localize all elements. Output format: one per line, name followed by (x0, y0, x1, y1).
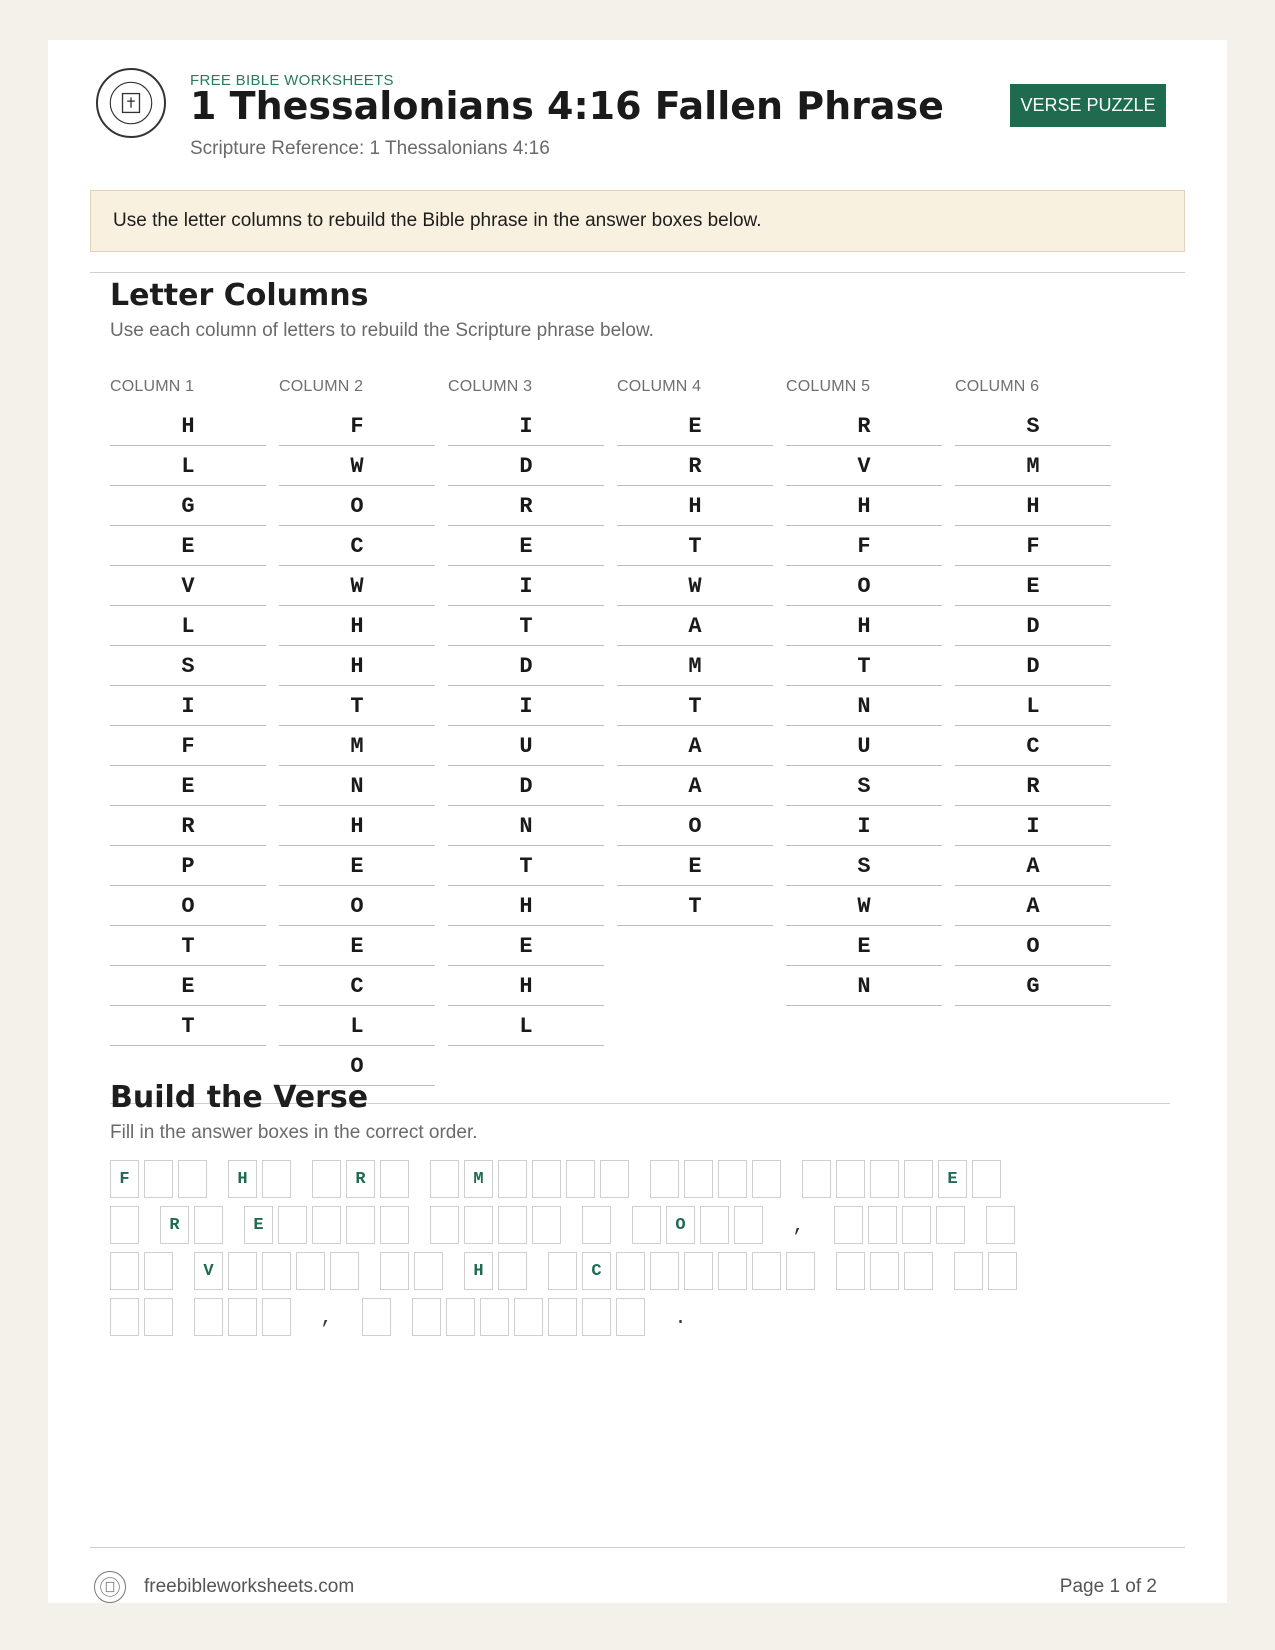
letter-cell: W (279, 446, 435, 486)
answer-box[interactable] (346, 1206, 375, 1244)
letter-cell: T (786, 646, 942, 686)
answer-box[interactable] (904, 1252, 933, 1290)
answer-box[interactable] (868, 1206, 897, 1244)
letter-cell: H (448, 966, 604, 1006)
worksheet-page (48, 40, 1227, 1603)
letter-cell: F (955, 526, 1111, 566)
answer-box[interactable] (430, 1160, 459, 1198)
letter-column (110, 378, 266, 1046)
answer-box[interactable] (904, 1160, 933, 1198)
letter-columns-title: Letter Columns (110, 278, 369, 313)
answer-box[interactable] (532, 1160, 561, 1198)
letter-cell: E (955, 566, 1111, 606)
letter-cell: H (279, 646, 435, 686)
letter-cell: R (448, 486, 604, 526)
answer-punctuation: . (674, 1307, 687, 1330)
column-label: COLUMN 4 (617, 378, 702, 395)
answer-box[interactable] (752, 1252, 781, 1290)
letter-cell: E (448, 526, 604, 566)
answer-box[interactable]: H (228, 1160, 257, 1198)
letter-cell: S (955, 406, 1111, 446)
letter-cell: L (110, 606, 266, 646)
letter-cell: T (617, 886, 773, 926)
answer-box[interactable] (380, 1160, 409, 1198)
answer-box[interactable]: V (194, 1252, 223, 1290)
letter-cell: G (955, 966, 1111, 1006)
answer-box[interactable] (514, 1298, 543, 1336)
answer-box[interactable] (986, 1206, 1015, 1244)
letter-columns-subtitle: Use each column of letters to rebuild the Scripture phrase below. (110, 320, 654, 341)
answer-box[interactable] (650, 1160, 679, 1198)
letter-cell: S (786, 766, 942, 806)
answer-box[interactable] (870, 1252, 899, 1290)
answer-box[interactable] (144, 1298, 173, 1336)
letter-cell: I (955, 806, 1111, 846)
letter-cell: E (110, 526, 266, 566)
answer-box[interactable]: O (666, 1206, 695, 1244)
letter-cell: D (448, 766, 604, 806)
answer-box[interactable] (262, 1252, 291, 1290)
letter-cell: T (617, 686, 773, 726)
answer-box[interactable] (902, 1206, 931, 1244)
letter-cell: A (955, 846, 1111, 886)
letter-cell: T (279, 686, 435, 726)
answer-box[interactable] (582, 1298, 611, 1336)
letter-cell: I (448, 406, 604, 446)
footer-site-url[interactable]: freebibleworksheets.com (144, 1576, 355, 1597)
answer-box[interactable] (228, 1252, 257, 1290)
letter-cell: W (279, 566, 435, 606)
instructions-box: Use the letter columns to rebuild the Bible phrase in the answer boxes below. (90, 190, 1185, 252)
answer-box[interactable] (296, 1252, 325, 1290)
answer-box[interactable] (110, 1252, 139, 1290)
letter-cell: U (786, 726, 942, 766)
answer-box[interactable] (734, 1206, 763, 1244)
answer-box[interactable] (802, 1160, 831, 1198)
letter-cell: M (955, 446, 1111, 486)
answer-box[interactable] (312, 1206, 341, 1244)
letter-cell: N (786, 686, 942, 726)
answer-punctuation: , (320, 1307, 333, 1330)
letter-cell: L (279, 1006, 435, 1046)
answer-box[interactable] (412, 1298, 441, 1336)
section-divider (90, 272, 1185, 273)
letter-cell: L (448, 1006, 604, 1046)
column-label: COLUMN 6 (955, 378, 1040, 395)
letter-cell: T (448, 606, 604, 646)
answer-box[interactable] (194, 1298, 223, 1336)
letter-cell: C (955, 726, 1111, 766)
letter-cell: I (786, 806, 942, 846)
answer-box[interactable] (330, 1252, 359, 1290)
letter-cell: A (617, 766, 773, 806)
answer-box[interactable] (870, 1160, 899, 1198)
verse-puzzle-badge: VERSE PUZZLE (1010, 84, 1166, 127)
answer-box[interactable] (786, 1252, 815, 1290)
letter-cell: O (279, 1046, 435, 1086)
letter-cell: E (110, 766, 266, 806)
letter-column (786, 378, 942, 1006)
answer-box[interactable]: M (464, 1160, 493, 1198)
letter-column (448, 378, 604, 1046)
letter-cell: T (110, 1006, 266, 1046)
letter-cell: W (617, 566, 773, 606)
letter-cell: E (279, 926, 435, 966)
letter-cell: S (110, 646, 266, 686)
letter-cell: O (617, 806, 773, 846)
answer-box[interactable] (632, 1206, 661, 1244)
answer-box[interactable] (700, 1206, 729, 1244)
answer-box[interactable]: F (110, 1160, 139, 1198)
answer-box[interactable] (144, 1252, 173, 1290)
letter-cell: E (110, 966, 266, 1006)
answer-box[interactable] (446, 1298, 475, 1336)
letter-cell: D (955, 606, 1111, 646)
letter-cell: O (786, 566, 942, 606)
answer-box[interactable] (498, 1252, 527, 1290)
answer-box[interactable] (582, 1206, 611, 1244)
letter-cell: G (110, 486, 266, 526)
letter-cell: U (448, 726, 604, 766)
answer-box[interactable] (380, 1206, 409, 1244)
answer-box[interactable] (464, 1206, 493, 1244)
letter-cell: H (955, 486, 1111, 526)
answer-box[interactable] (194, 1206, 223, 1244)
letter-cell: E (279, 846, 435, 886)
answer-box[interactable] (836, 1252, 865, 1290)
letter-cell: R (617, 446, 773, 486)
letter-cell: A (617, 606, 773, 646)
brand-label: FREE BIBLE WORKSHEETS (190, 72, 394, 89)
letter-cell: T (448, 846, 604, 886)
letter-cell: E (617, 406, 773, 446)
answer-box[interactable] (430, 1206, 459, 1244)
build-verse-subtitle: Fill in the answer boxes in the correct order. (110, 1122, 478, 1143)
letter-cell: N (448, 806, 604, 846)
answer-box[interactable] (498, 1206, 527, 1244)
answer-box[interactable] (532, 1206, 561, 1244)
letter-cell: S (786, 846, 942, 886)
answer-box[interactable] (110, 1206, 139, 1244)
answer-box[interactable] (228, 1298, 257, 1336)
answer-box[interactable] (278, 1206, 307, 1244)
letter-cell: E (617, 846, 773, 886)
letter-cell: M (279, 726, 435, 766)
answer-box[interactable] (480, 1298, 509, 1336)
column-label: COLUMN 1 (110, 378, 195, 395)
letter-cell: I (110, 686, 266, 726)
letter-cell: N (279, 766, 435, 806)
letter-cell: I (448, 566, 604, 606)
letter-cell: P (110, 846, 266, 886)
answer-box[interactable] (498, 1160, 527, 1198)
letter-cell: D (448, 646, 604, 686)
answer-box[interactable] (362, 1298, 391, 1336)
letter-cell: T (110, 926, 266, 966)
letter-cell: V (110, 566, 266, 606)
answer-box[interactable] (650, 1252, 679, 1290)
column-label: COLUMN 2 (279, 378, 364, 395)
answer-box[interactable] (178, 1160, 207, 1198)
letter-column (955, 378, 1111, 1006)
column-label: COLUMN 5 (786, 378, 871, 395)
letter-cell: T (617, 526, 773, 566)
answer-box[interactable] (262, 1298, 291, 1336)
answer-box[interactable] (834, 1206, 863, 1244)
answer-box[interactable] (972, 1160, 1001, 1198)
letter-cell: F (279, 406, 435, 446)
answer-box[interactable] (988, 1252, 1017, 1290)
answer-box[interactable] (380, 1252, 409, 1290)
answer-box[interactable] (954, 1252, 983, 1290)
answer-box[interactable]: E (938, 1160, 967, 1198)
build-verse-title: Build the Verse (110, 1080, 369, 1115)
letter-cell: H (786, 486, 942, 526)
answer-box[interactable] (684, 1160, 713, 1198)
answer-box[interactable] (262, 1160, 291, 1198)
letter-cell: H (279, 806, 435, 846)
letter-cell: E (786, 926, 942, 966)
answer-box[interactable] (752, 1160, 781, 1198)
letter-cell: C (279, 526, 435, 566)
answer-box[interactable] (616, 1298, 645, 1336)
scripture-reference: Scripture Reference: 1 Thessalonians 4:16 (190, 138, 550, 159)
footer-divider (90, 1547, 1185, 1548)
answer-box[interactable]: C (582, 1252, 611, 1290)
letter-cell: D (448, 446, 604, 486)
answer-box[interactable]: R (346, 1160, 375, 1198)
answer-box[interactable] (110, 1298, 139, 1336)
letter-cell: O (279, 486, 435, 526)
letter-cell: O (110, 886, 266, 926)
footer-logo (94, 1571, 126, 1603)
answer-box[interactable]: E (244, 1206, 273, 1244)
answer-box[interactable] (718, 1160, 747, 1198)
letter-cell: A (617, 726, 773, 766)
column-label: COLUMN 3 (448, 378, 533, 395)
letter-cell: M (617, 646, 773, 686)
letter-cell: H (279, 606, 435, 646)
answer-box[interactable] (600, 1160, 629, 1198)
letter-cell: F (786, 526, 942, 566)
letter-cell: E (448, 926, 604, 966)
letter-column (279, 378, 435, 1086)
letter-cell: V (786, 446, 942, 486)
answer-box[interactable] (566, 1160, 595, 1198)
letter-cell: C (279, 966, 435, 1006)
answer-box[interactable] (684, 1252, 713, 1290)
letter-cell: O (955, 926, 1111, 966)
letter-cell: R (786, 406, 942, 446)
answer-box[interactable] (312, 1160, 341, 1198)
letter-cell: R (955, 766, 1111, 806)
answer-box[interactable] (548, 1298, 577, 1336)
site-logo (96, 68, 166, 138)
answer-box[interactable]: R (160, 1206, 189, 1244)
letter-cell: L (955, 686, 1111, 726)
letter-cell: H (617, 486, 773, 526)
answer-punctuation: , (792, 1215, 805, 1238)
letter-cell: H (448, 886, 604, 926)
answer-box[interactable] (414, 1252, 443, 1290)
page-number: Page 1 of 2 (1059, 1576, 1157, 1597)
letter-cell: O (279, 886, 435, 926)
answer-box[interactable] (836, 1160, 865, 1198)
letter-cell: A (955, 886, 1111, 926)
letter-cell: W (786, 886, 942, 926)
letter-cell: D (955, 646, 1111, 686)
letter-cell: I (448, 686, 604, 726)
letter-cell: N (786, 966, 942, 1006)
answer-box[interactable] (548, 1252, 577, 1290)
letter-cell: H (786, 606, 942, 646)
answer-box[interactable] (144, 1160, 173, 1198)
answer-box[interactable]: H (464, 1252, 493, 1290)
letter-cell: R (110, 806, 266, 846)
letter-cell: H (110, 406, 266, 446)
answer-box[interactable] (616, 1252, 645, 1290)
answer-box[interactable] (936, 1206, 965, 1244)
letter-cell: L (110, 446, 266, 486)
letter-cell: F (110, 726, 266, 766)
letter-column (617, 378, 773, 926)
page-title: 1 Thessalonians 4:16 Fallen Phrase (190, 84, 944, 128)
answer-box[interactable] (718, 1252, 747, 1290)
